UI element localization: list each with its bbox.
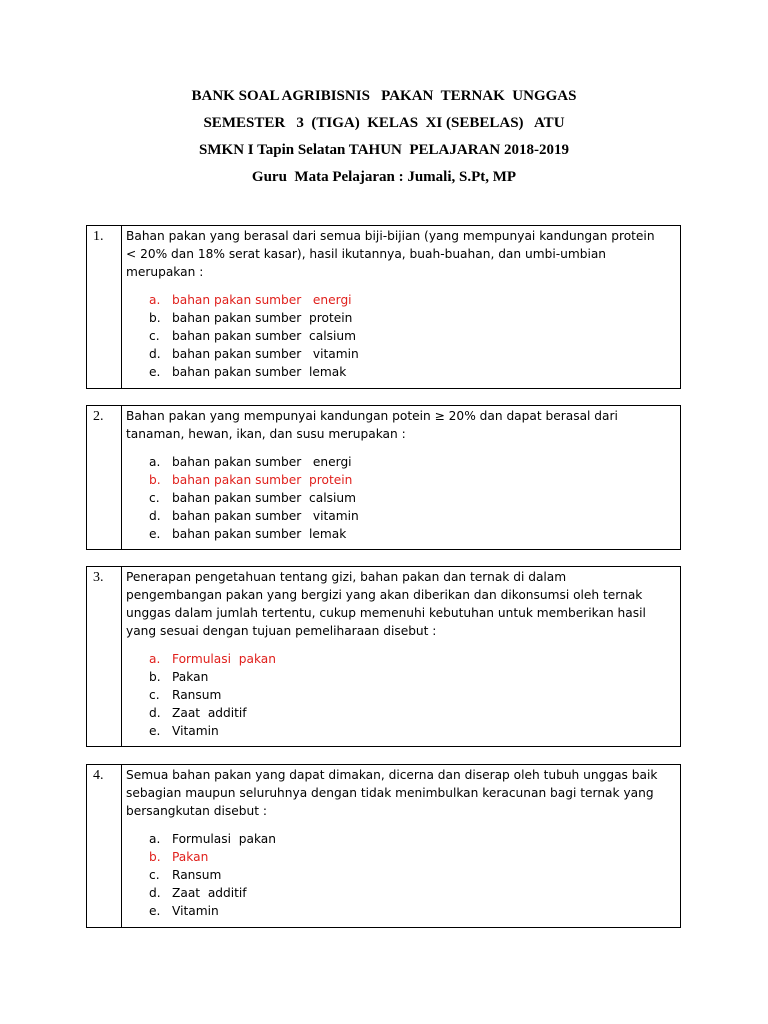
option-text: bahan pakan sumber vitamin [172,347,359,361]
answer-option-c [149,686,674,704]
answer-option-b [149,471,674,489]
option-text: Zaat additif [172,706,247,720]
question-number: 1. [87,226,122,388]
question-text: Bahan pakan yang berasal dari semua biji-bijian (yang mempunyai kandungan protein < 20% dan 18% serat kasar), hasil ikutannya, buah-buahan, dan umbi-umbian merupakan : [126,229,655,279]
option-letter: c. [149,688,160,702]
option-text: Ransum [172,688,222,702]
document-title: BANK SOAL AGRIBISNIS PAKAN TERNAK UNGGAS [191,88,577,104]
option-letter: a. [149,652,161,666]
document-header [0,86,768,194]
option-letter: b. [149,473,161,487]
option-letter: a. [149,293,161,307]
option-text: Pakan [172,670,209,684]
option-text: Zaat additif [172,886,247,900]
option-text: bahan pakan sumber calsium [172,491,356,505]
answer-option-d [149,507,674,525]
option-text: bahan pakan sumber protein [172,473,353,487]
answer-option-d [149,884,674,902]
option-text: bahan pakan sumber lemak [172,365,347,379]
question-box-3 [86,566,681,747]
option-letter: e. [149,527,161,541]
option-text: Vitamin [172,904,219,918]
answer-option-a [149,291,674,309]
option-text: Vitamin [172,724,219,738]
option-text: bahan pakan sumber calsium [172,329,356,343]
option-letter: b. [149,311,161,325]
option-text: bahan pakan sumber vitamin [172,509,359,523]
option-letter: b. [149,670,161,684]
answer-option-e [149,722,674,740]
option-text: bahan pakan sumber protein [172,311,353,325]
school-year-line: SMKN I Tapin Selatan TAHUN PELAJARAN 2018-2019 [199,142,569,158]
question-number: 2. [87,406,122,549]
question-box-4 [86,764,681,928]
answer-option-d [149,345,674,363]
answer-options [149,291,674,381]
question-number: 3. [87,567,122,746]
answer-option-b [149,668,674,686]
answer-options [149,650,674,740]
option-letter: d. [149,886,161,900]
question-body [122,567,680,746]
answer-option-d [149,704,674,722]
option-letter: d. [149,706,161,720]
question-text: Penerapan pengetahuan tentang gizi, bahan pakan dan ternak di dalam pengembangan pakan yang bergizi yang akan diberikan dan dikonsumsi oleh ternak unggas dalam jumlah tertentu, cukup memenuhi kebutuhan untuk memberikan hasil yang sesuai dengan tujuan pemeliharaan disebut : [126,570,646,638]
option-text: Pakan [172,850,209,864]
answer-option-a [149,650,674,668]
question-body [122,226,680,388]
teacher-line: Guru Mata Pelajaran : Jumali, S.Pt, MP [251,169,517,185]
option-letter: e. [149,724,161,738]
question-body [122,406,680,549]
answer-option-b [149,848,674,866]
option-letter: e. [149,904,161,918]
option-letter: c. [149,491,160,505]
question-number: 4. [87,765,122,927]
option-letter: d. [149,347,161,361]
answer-options [149,830,674,920]
question-box-1 [86,225,681,389]
answer-option-c [149,327,674,345]
answer-option-c [149,866,674,884]
option-text: Formulasi pakan [172,652,277,666]
question-text: Semua bahan pakan yang dapat dimakan, dicerna dan diserap oleh tubuh unggas baik sebagian maupun seluruhnya dengan tidak menimbulkan keracunan bagi ternak yang bersangkutan disebut : [126,768,658,818]
option-letter: a. [149,455,161,469]
answer-options [149,453,674,543]
question-text: Bahan pakan yang mempunyai kandungan potein ≥ 20% dan dapat berasal dari tanaman, hewan, ikan, dan susu merupakan : [126,409,618,441]
option-text: bahan pakan sumber energi [172,293,352,307]
option-letter: b. [149,850,161,864]
answer-option-e [149,525,674,543]
option-text: bahan pakan sumber lemak [172,527,347,541]
option-letter: c. [149,868,160,882]
semester-line: SEMESTER 3 (TIGA) KELAS XI (SEBELAS) ATU [203,115,565,131]
option-text: Ransum [172,868,222,882]
answer-option-c [149,489,674,507]
answer-option-a [149,830,674,848]
option-letter: c. [149,329,160,343]
option-letter: a. [149,832,161,846]
answer-option-e [149,902,674,920]
option-text: Formulasi pakan [172,832,277,846]
question-box-2 [86,405,681,550]
answer-option-b [149,309,674,327]
answer-option-a [149,453,674,471]
answer-option-e [149,363,674,381]
option-letter: d. [149,509,161,523]
question-body [122,765,680,927]
option-letter: e. [149,365,161,379]
option-text: bahan pakan sumber energi [172,455,352,469]
